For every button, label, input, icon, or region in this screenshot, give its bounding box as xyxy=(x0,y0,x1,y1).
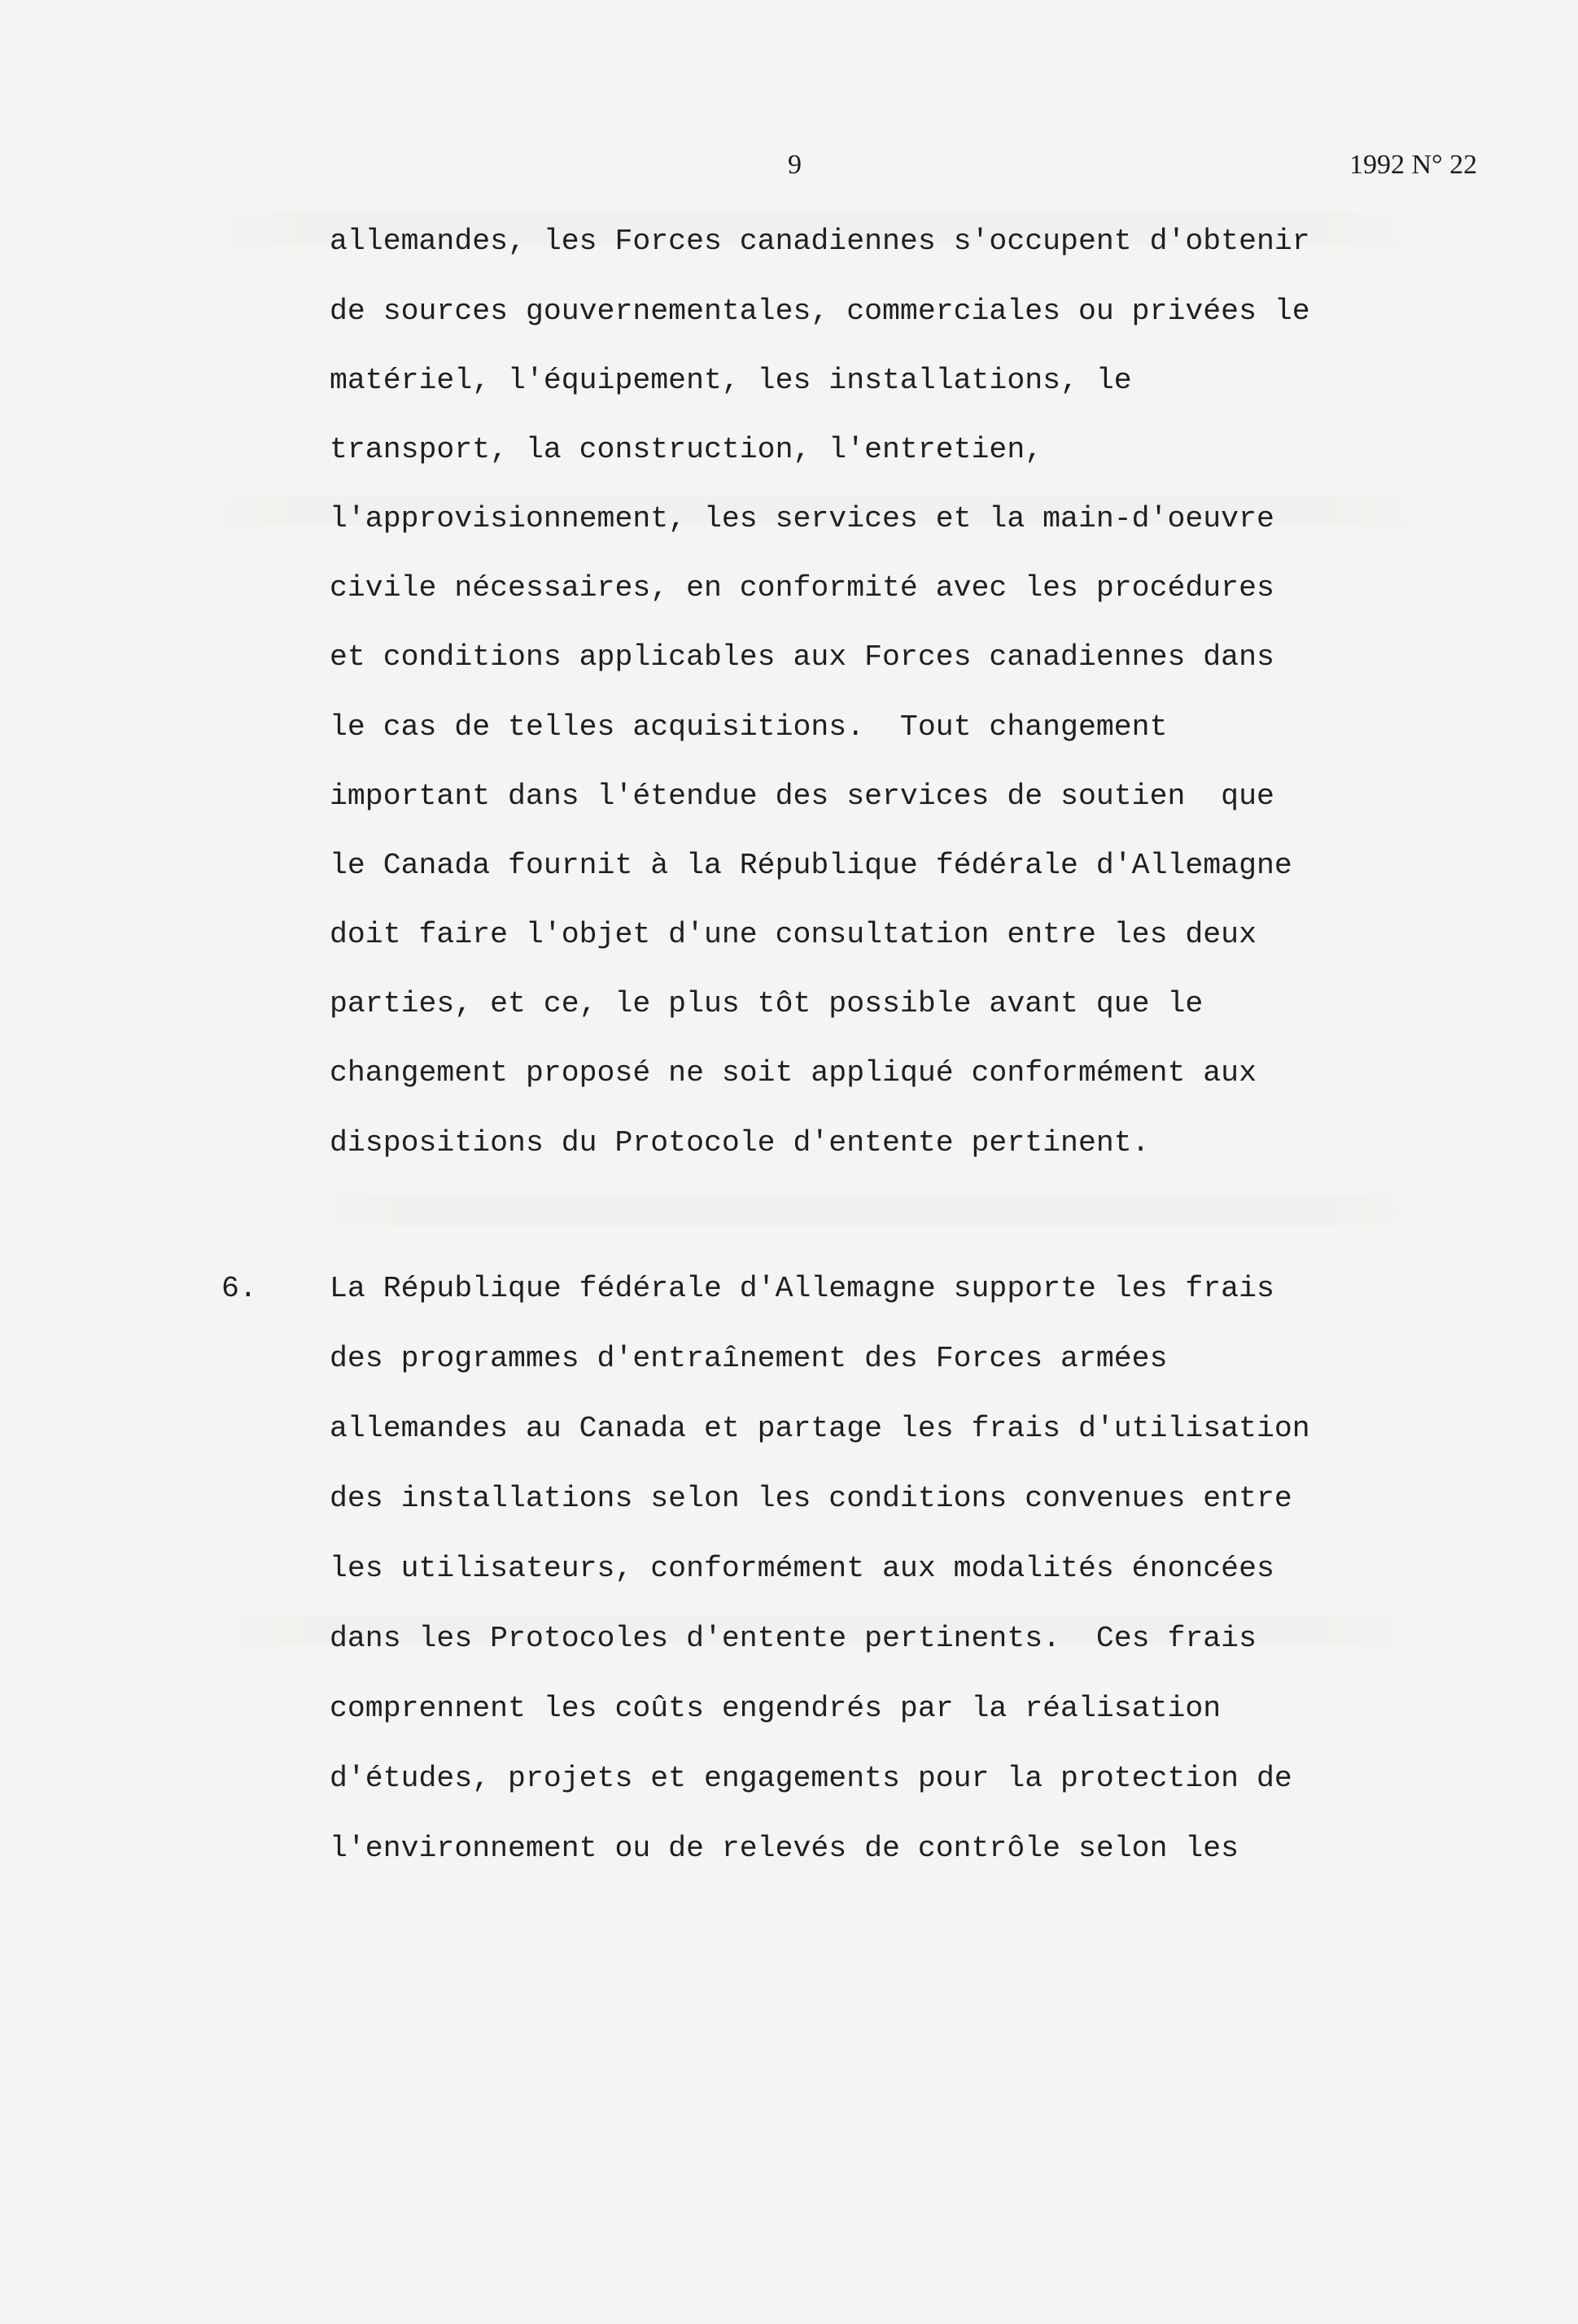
body-line: doit faire l'objet d'une consultation entre les deux xyxy=(330,918,1257,951)
body-line: le Canada fournit à la République fédérale d'Allemagne xyxy=(330,849,1292,882)
body-line: de sources gouvernementales, commerciales ou privées le xyxy=(330,295,1310,328)
body-line: et conditions applicables aux Forces canadiennes dans xyxy=(330,640,1274,674)
paragraph-line: allemandes au Canada et partage les frais d'utilisation xyxy=(330,1412,1310,1445)
paragraph-line: La République fédérale d'Allemagne supporte les frais xyxy=(330,1272,1274,1305)
body-line: matériel, l'équipement, les installations, le xyxy=(330,364,1132,397)
page-number: 9 xyxy=(788,150,802,180)
body-line: allemandes, les Forces canadiennes s'occupent d'obtenir xyxy=(330,225,1310,258)
body-line: civile nécessaires, en conformité avec les procédures xyxy=(330,571,1274,605)
paragraph-line: les utilisateurs, conformément aux modalités énoncées xyxy=(330,1552,1274,1585)
bleed-through-mark xyxy=(293,1196,1440,1225)
body-line: dispositions du Protocole d'entente pertinent. xyxy=(330,1126,1150,1160)
body-line: important dans l'étendue des services de soutien que xyxy=(330,780,1274,813)
document-reference: 1992 N° 22 xyxy=(1349,150,1478,180)
body-line: l'approvisionnement, les services et la main-d'oeuvre xyxy=(330,502,1274,535)
body-line: changement proposé ne soit appliqué conformément aux xyxy=(330,1056,1257,1090)
paragraph-line: des installations selon les conditions convenues entre xyxy=(330,1482,1292,1515)
body-line: parties, et ce, le plus tôt possible avant que le xyxy=(330,987,1204,1020)
paragraph-line: dans les Protocoles d'entente pertinents. Ces frais xyxy=(330,1622,1257,1655)
paragraph-line: des programmes d'entraînement des Forces armées xyxy=(330,1342,1168,1375)
paragraph-line: comprennent les coûts engendrés par la réalisation xyxy=(330,1692,1222,1725)
body-line: transport, la construction, l'entretien, xyxy=(330,433,1043,466)
paragraph-line: d'études, projets et engagements pour la protection de xyxy=(330,1762,1292,1795)
paragraph-number: 6. xyxy=(221,1272,257,1305)
body-line: le cas de telles acquisitions. Tout changement xyxy=(330,710,1168,744)
paragraph-line: l'environnement ou de relevés de contrôle selon les xyxy=(330,1832,1239,1865)
